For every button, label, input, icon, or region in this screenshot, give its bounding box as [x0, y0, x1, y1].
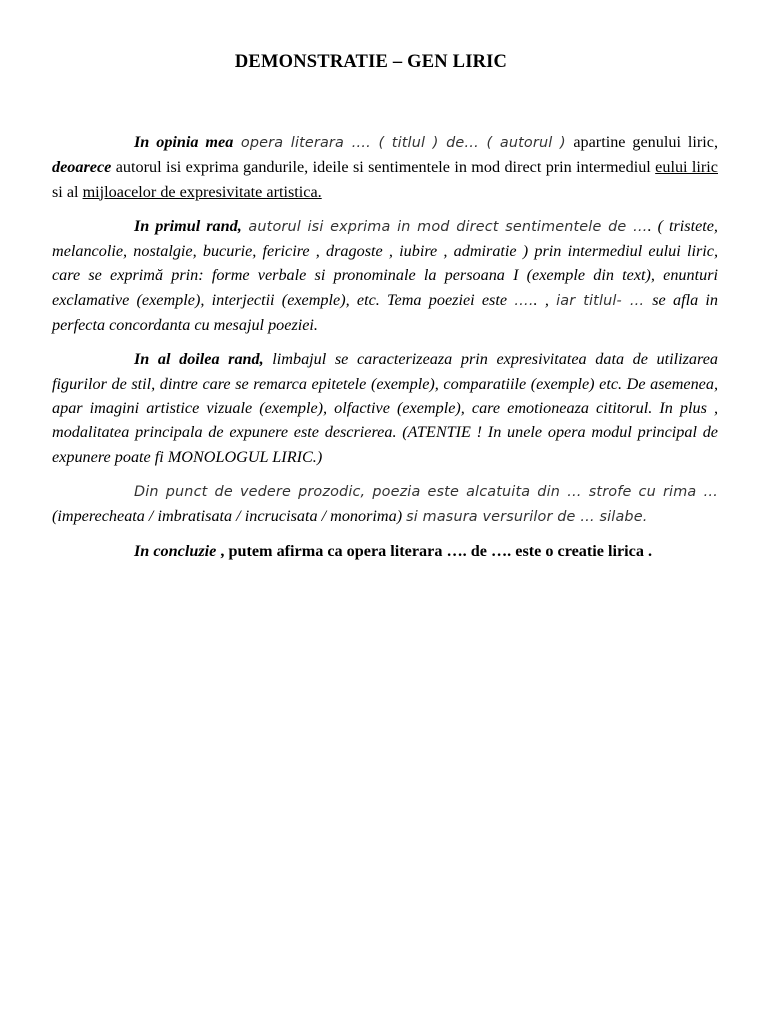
opinion-lead: In opinia mea — [134, 133, 234, 151]
document-body — [52, 130, 718, 574]
prosody-rhyme-types: (imperecheata / imbratisata / incrucisata / monorima) — [52, 507, 407, 526]
first-text: . ( tristete, melancolie, nostalgie, bucurie, fericire , dragoste , iubire , admiratie ) prin intermediul eului liric, care se exprimă prin: forme verbale si pronominale la persoana I (exemple din text), enunturi exclamative (exemple), interjectii (exemple), etc. Tema poeziei este — [52, 216, 718, 309]
conclusion-text: , putem afirma ca opera literara …. de …. este o creatie lirica . — [216, 542, 653, 561]
first-placeholder: autorul isi exprima in mod direct sentimentele de … — [241, 218, 648, 235]
opinion-and: si al — [52, 182, 83, 201]
first-theme-placeholder: …. — [514, 292, 534, 309]
prosody-measure: si masura versurilor de … silabe. — [406, 509, 648, 526]
paragraph-first-argument — [52, 214, 718, 337]
paragraph-second-argument — [52, 347, 718, 468]
opinion-text: apartine genului liric, — [573, 133, 718, 151]
first-conclusion: se afla in perfecta concordanta cu mesajul poeziei. — [52, 290, 718, 335]
second-lead: In al doilea rand, — [134, 350, 264, 369]
paragraph-prosody — [52, 479, 718, 530]
conclusion-lead: In concluzie — [134, 542, 217, 561]
paragraph-conclusion — [52, 539, 718, 563]
first-title-placeholder: iar titlul- … — [556, 292, 653, 309]
second-text: limbajul se caracterizeaza prin expresivitatea data de utilizarea figurilor de stil, dintre care se remarca epitetele (exemple), comparatiile (exemple) etc. De asemenea, apar imagini artistice vizuale (exemple), olfactive (exemple), care emotioneaza cititorul. In plus , modalitatea principala de expunere este descrierea. (ATENTIE ! In unele opera modul principal de expunere poate fi MONOLOGUL LIRIC.) — [52, 350, 718, 466]
opinion-underlined-mijloace: mijloacelor de expresivitate artistica. — [82, 182, 322, 201]
opinion-reason: autorul isi exprima gandurile, ideile si sentimentele in mod direct prin intermediul — [111, 158, 656, 177]
prosody-text: Din punct de vedere prozodic, poezia este alcatuita din … strofe cu rima … — [134, 483, 718, 500]
first-lead: In primul rand, — [134, 216, 242, 235]
paragraph-opinion — [52, 130, 718, 204]
first-separator: . , — [533, 290, 557, 309]
opinion-underlined-eu-liric: eului liric — [655, 158, 718, 177]
opinion-placeholder: opera literara …. ( titlul ) de… ( autorul ) — [233, 135, 574, 151]
document-title: DEMONSTRATIE – GEN LIRIC — [234, 52, 508, 72]
opinion-connector: deoarece — [52, 158, 112, 177]
